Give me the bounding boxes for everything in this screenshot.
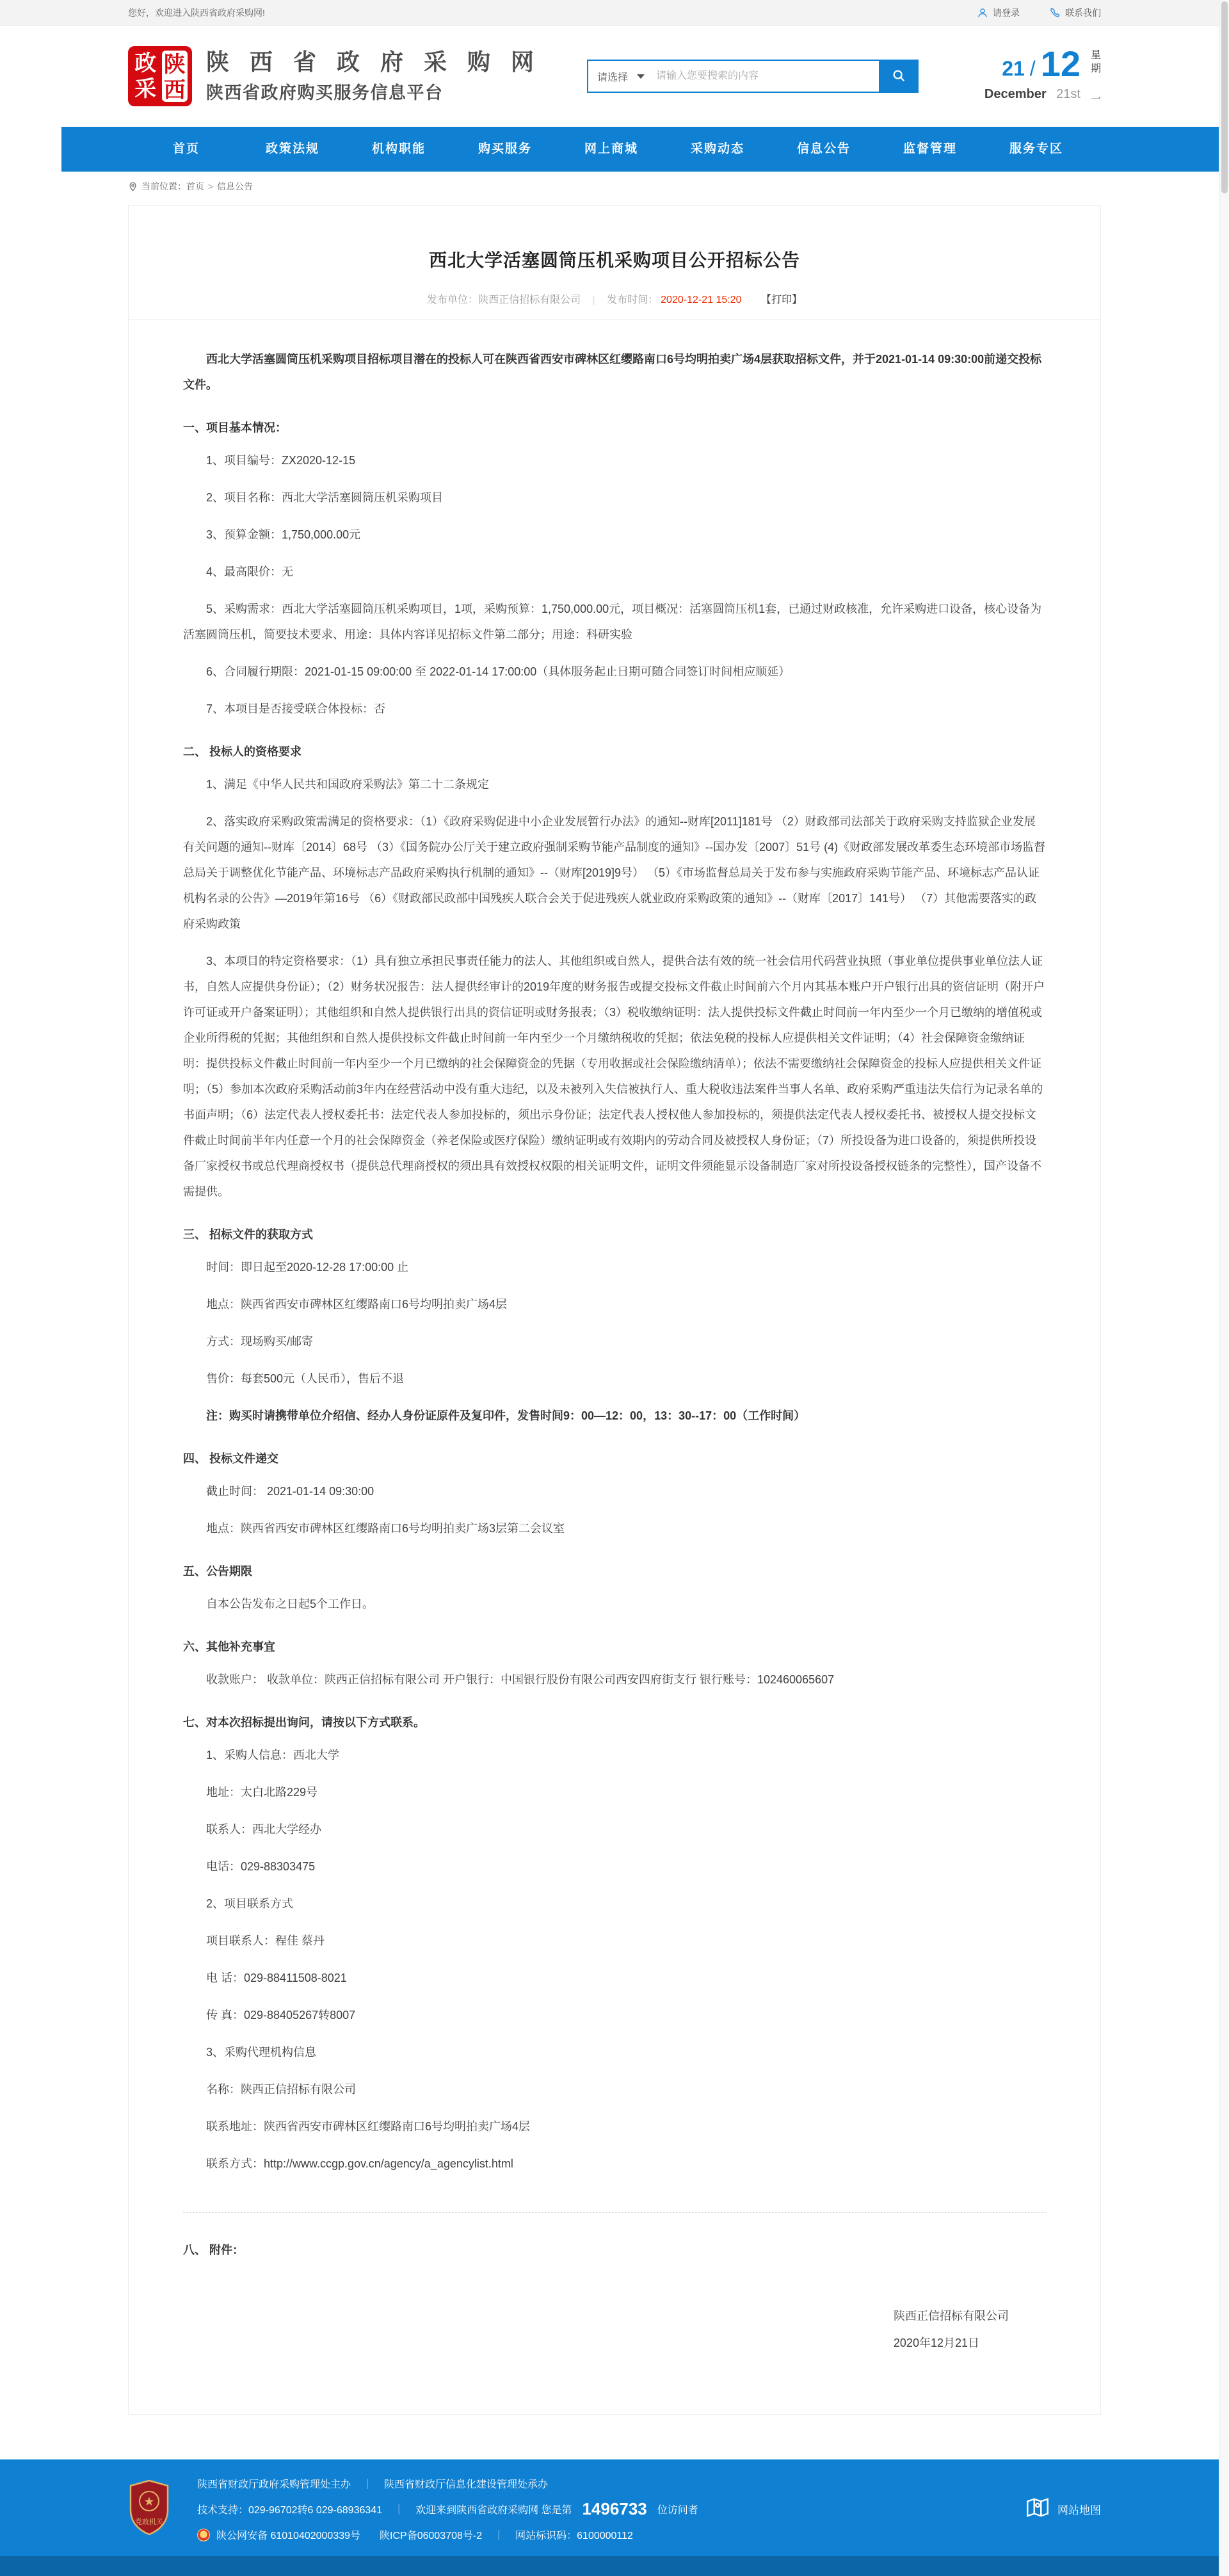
breadcrumb: 当前位置：首页 > 信息公告 — [141, 181, 253, 191]
section-item: 售价：每套500元（人民币），售后不退 — [206, 1372, 405, 1385]
section-heading: 一、项目基本情况： — [183, 421, 287, 434]
section-item: 电话：029-88303475 — [206, 1860, 316, 1873]
nav-item-5[interactable]: 网上商城 — [584, 142, 638, 156]
breadcrumb-row — [0, 172, 1229, 201]
main-content — [0, 205, 1229, 2415]
phone-icon — [1049, 7, 1061, 19]
date-widget: 21 / 12 December 21st 星 期 一 — [984, 46, 1101, 107]
section-item: 4、最高限价：无 — [206, 565, 294, 578]
map-icon — [1024, 2494, 1051, 2524]
chevron-down-icon — [637, 74, 645, 79]
icp-link[interactable]: 陕ICP备06003708号-2 — [380, 2531, 483, 2541]
section-item: 1、采购人信息：西北大学 — [206, 1749, 340, 1762]
signature-date: 2020年12月21日 — [893, 2337, 979, 2349]
site-header — [0, 26, 1229, 127]
section-item: 项目联系人：程佳 蔡丹 — [206, 1934, 325, 1947]
section-heading: 三、 招标文件的获取方式 — [183, 1228, 313, 1241]
attachment-divider — [183, 2212, 1046, 2213]
section-heading: 四、 投标文件递交 — [183, 1452, 279, 1465]
section-item: 1、满足《中华人民共和国政府采购法》第二十二条规定 — [206, 778, 490, 791]
section-item: 联系方式：http://www.ccgp.gov.cn/agency/a_agencylist.html — [206, 2157, 513, 2170]
top-utility-bar — [0, 0, 1229, 26]
section-item: 3、本项目的特定资格要求：（1）具有独立承担民事责任能力的法人、其他组织或自然人，提供合法有效的统一社会信用代码营业执照（事业单位提供事业单位法人证书，自然人应提供身份证）；（2）财务状况报告：法人提供经审计的2019年度的财务报告或提交投标文件截止时间前六个月内其基本账户开户银行出具的资信证明（附开户许可证或开户备案证明）；其他组织和自然人提供银行出具的资信证明或财务报表；（3）税收缴纳证明：法人提供投标文件截止时间前一年内至少一个月已缴纳的增值税或企业所得税的凭据；其他组织和自然人提供投标文件截止时间前一年内至少一个月缴纳税收的凭据；依法免税的投标人应提供相关文件证明；（4）社会保障资金缴纳证明：提供投标文件截止时间前一年内至少一个月已缴纳的社会保障资金的凭据（专用收据或社会保险缴纳清单）；依法不需要缴纳社会保障资金的投标人应提供相关文件证明；（5）参加本次政府采购活动前3年内在经营活动中没有重大违纪，以及未被列入失信被执行人、重大税收违法案件当事人名单、政府采购严重违法失信行为记录名单的书面声明；（6）法定代表人授权委托书：法定代表人参加投标的，须出示身份证；法定代表人授权他人参加投标的，须提供法定代表人授权委托书、被授权人提交投标文件截止时间前半年内任意一个月的社会保障资金（养老保险或医疗保险）缴纳证明或有效期内的劳动合同及被授权人身份证；（7）所投设备为进口设备的，须提供所投设备厂家授权书或总代理商授权书（提供总代理商授权的须出具有效授权权限的相关证明文件，证明文件须能显示设备制造厂家对所投设备授权链条的完整性），国产设备不需提供。 — [183, 955, 1045, 1198]
nav-item-4[interactable]: 购买服务 — [478, 142, 532, 156]
signature-block — [183, 2303, 1046, 2356]
scrollbar-thumb[interactable] — [1221, 1, 1228, 193]
contact-link[interactable]: 联系我们 — [1049, 6, 1101, 19]
search-category-select[interactable]: 请选择 — [588, 69, 655, 84]
section-item: 自本公告发布之日起5个工作日。 — [206, 1598, 374, 1610]
scrollbar[interactable] — [1219, 0, 1229, 2576]
section-item: 2、项目联系方式 — [206, 1897, 294, 1910]
section-item: 7、本项目是否接受联合体投标：否 — [206, 702, 386, 715]
police-record-link[interactable]: 陕公网安备 61010402000339号 — [216, 2531, 361, 2541]
nav-item-8[interactable]: 监督管理 — [903, 142, 957, 156]
user-icon — [977, 7, 988, 19]
footer-line-organizers: 陕西省财政厅政府采购管理处主办 ｜ 陕西省财政厅信息化建设管理处承办 — [197, 2479, 549, 2490]
police-badge-icon — [197, 2529, 210, 2541]
search-box — [587, 60, 919, 93]
site-title: 陕 西 省 政 府 采 购 网 — [206, 48, 542, 75]
publish-time: 2020-12-21 15:20 — [661, 295, 742, 305]
footer-line-support: 技术支持：029-96702转6 029-68936341 ｜ 欢迎来到陕西省政府采购网 您是第 1496733 位访问者 — [197, 2499, 698, 2518]
section-item: 2、项目名称：西北大学活塞圆筒压机采购项目 — [206, 491, 444, 504]
section-item: 1、项目编号：ZX2020-12-15 — [206, 454, 356, 467]
location-pin-icon — [128, 181, 138, 192]
svg-text:党政机关: 党政机关 — [135, 2518, 163, 2526]
section-heading: 六、其他补充事宜 — [183, 1640, 275, 1653]
nav-item-6[interactable]: 采购动态 — [690, 142, 744, 156]
section-item: 时间：即日起至2020-12-28 17:00:00 止 — [206, 1261, 409, 1274]
login-link[interactable]: 请登录 — [977, 6, 1020, 19]
section-item: 方式：现场购买/邮寄 — [206, 1335, 314, 1348]
breadcrumb-current: 信息公告 — [216, 181, 253, 191]
svg-text:★: ★ — [143, 2495, 155, 2509]
section-item: 注：购买时请携带单位介绍信、经办人身份证原件及复印件，发售时间9：00—12：00，13：30--17：00（工作时间） — [206, 1409, 806, 1422]
sitemap-link[interactable]: 网站地图 — [1024, 2494, 1101, 2524]
article-intro: 西北大学活塞圆筒压机采购项目招标项目潜在的投标人可在陕西省西安市碑林区红缨路南口6号均明拍卖广场4层获取招标文件，并于2021-01-14 09:30:00前递交投标文件。 — [183, 353, 1042, 391]
breadcrumb-home-link[interactable]: 首页 — [186, 181, 204, 191]
section-item: 联系人：西北大学经办 — [206, 1823, 321, 1836]
nav-item-2[interactable]: 政策法规 — [265, 142, 319, 156]
site-subtitle: 陕西省政府购买服务信息平台 — [206, 83, 444, 103]
footer — [0, 2459, 1229, 2556]
section-item: 传 真：029-88405267转8007 — [206, 2009, 356, 2021]
section-item: 名称：陕西正信招标有限公司 — [206, 2083, 356, 2096]
footer-line-registration: 陕公网安备 61010402000339号 陕ICP备06003708号-2 ｜ 网站标识码：6100000112 — [197, 2527, 698, 2542]
search-icon — [892, 69, 906, 85]
article-meta: 发布单位：陕西正信招标有限公司 | 发布时间： 2020-12-21 15:20 【打印】 — [427, 295, 802, 305]
section-heading: 二、 投标人的资格要求 — [183, 745, 301, 758]
section-item: 地址：太白北路229号 — [206, 1786, 318, 1799]
search-button[interactable] — [879, 60, 919, 93]
signature-company: 陕西正信招标有限公司 — [894, 2310, 1009, 2322]
welcome-text: 您好，欢迎进入陕西省政府采购网! — [128, 7, 265, 18]
section-item: 5、采购需求：西北大学活塞圆筒压机采购项目，1项，采购预算：1,750,000.00元，项目概况：活塞圆筒压机1套，已通过财政核准，允许采购进口设备，核心设备为活塞圆筒压机，简要技术要求、用途：具体内容详见招标文件第二部分；用途：科研实验 — [183, 603, 1042, 641]
nav-item-1[interactable]: 首页 — [172, 142, 200, 156]
site-logo: 政 采 陕 西 — [128, 46, 192, 106]
print-button[interactable]: 【打印】 — [760, 295, 802, 305]
search-input[interactable] — [655, 61, 879, 92]
publisher-name: 陕西正信招标有限公司 — [478, 295, 581, 305]
section-item: 6、合同履行期限：2021-01-15 09:00:00 至 2022-01-14 17:00:00（具体服务起止日期可随合同签订时间相应顺延） — [206, 665, 791, 678]
announcement-card — [128, 205, 1101, 2415]
section-item: 3、预算金额：1,750,000.00元 — [206, 528, 361, 541]
date-month-en: December — [984, 86, 1047, 101]
date-ordinal: 21st — [1056, 86, 1080, 101]
article-body — [183, 419, 1046, 2176]
weekday-label: 星 期 一 — [1090, 49, 1101, 105]
gov-agency-badge-icon — [128, 2479, 170, 2539]
main-nav — [61, 127, 1219, 172]
meta-divider — [129, 319, 1100, 320]
section-item: 联系地址：陕西省西安市碑林区红缨路南口6号均明拍卖广场4层 — [206, 2120, 531, 2133]
nav-item-9[interactable]: 服务专区 — [1009, 142, 1063, 156]
section-heading: 五、公告期限 — [183, 1565, 252, 1578]
date-month: 12 — [1040, 43, 1080, 84]
section-heading: 七、对本次招标提出询问，请按以下方式联系。 — [183, 1716, 425, 1729]
nav-item-7[interactable]: 信息公告 — [796, 142, 851, 156]
section-item: 地点：陕西省西安市碑林区红缨路南口6号均明拍卖广场4层 — [206, 1298, 508, 1311]
footer-bottom-strip — [0, 2556, 1229, 2576]
visitor-count: 1496733 — [582, 2499, 647, 2518]
nav-item-3[interactable]: 机构职能 — [371, 142, 426, 156]
section-item: 收款账户： 收款单位：陕西正信招标有限公司 开户银行：中国银行股份有限公司西安四府街支行 银行账号：102460065607 — [206, 1673, 835, 1686]
page-title: 西北大学活塞圆筒压机采购项目公开招标公告 — [428, 250, 800, 270]
section-item: 2、落实政府采购政策需满足的资格要求：（1）《政府采购促进中小企业发展暂行办法》的通知--财库[2011]181号 （2）财政部司法部关于政府采购支持监狱企业发展有关问题的通知--财库〔2014〕68号 （3）《国务院办公厅关于建立政府强制采购节能产品制度的通知》--国办发〔2007〕51号 (4)《财政部发展改革委生态环境部市场监督总局关于调整优化节能产品、环境标志产品政府采购执行机制的通知》--（财库[2019]9号） （5）《市场监督总局关于发布参与实施政府采购节能产品、环境标志产品认证机构名录的公告》—2019年第16号 （6）《财政部民政部中国残疾人联合会关于促进残疾人就业政府采购政策的通知》--（财库〔2017〕141号） （7）其他需要落实的政府采购政策 — [183, 815, 1046, 930]
section-item: 3、采购代理机构信息 — [206, 2046, 317, 2059]
attachment-heading: 八、 附件： — [183, 2244, 245, 2256]
date-day: 21 — [1002, 56, 1025, 80]
section-item: 截止时间： 2021-01-14 09:30:00 — [206, 1485, 374, 1498]
section-item: 电 话：029-88411508-8021 — [206, 1972, 347, 1984]
section-item: 地点：陕西省西安市碑林区红缨路南口6号均明拍卖广场3层第二会议室 — [206, 1522, 565, 1535]
